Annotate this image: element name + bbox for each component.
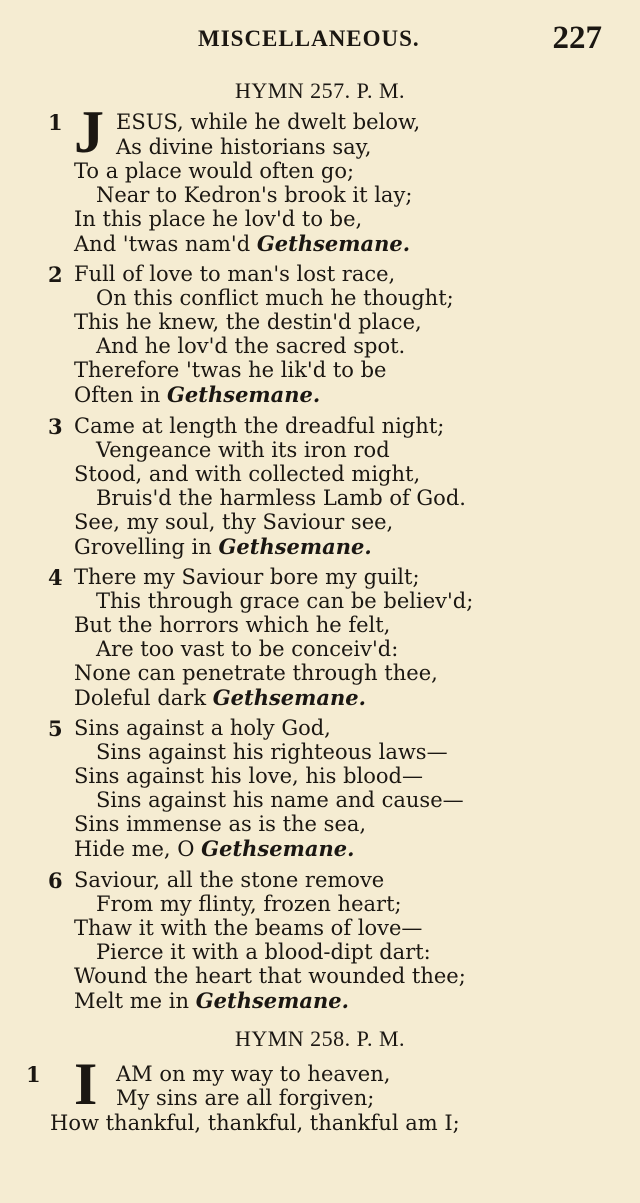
- gethsemane-italic: Gethsemane.: [166, 382, 321, 407]
- verse-line: See, my soul, thy Saviour see,: [74, 510, 394, 534]
- stanza-number: 3: [48, 414, 63, 439]
- verse-line-last: Doleful dark Gethsemane.: [74, 685, 366, 710]
- stanza-number: 6: [48, 868, 63, 893]
- verse-line: Full of love to man's lost race,: [74, 262, 396, 286]
- verse-line-last: Melt me in Gethsemane.: [74, 988, 349, 1013]
- verse-line: None can penetrate through thee,: [74, 661, 438, 685]
- verse-line: Therefore 'twas he lik'd to be: [74, 358, 387, 382]
- verse-line: Are too vast to be conceiv'd:: [96, 637, 399, 661]
- verse-line: Came at length the dreadful night;: [74, 414, 445, 438]
- stanza-number: 5: [48, 716, 63, 741]
- verse-line-last: Grovelling in Gethsemane.: [74, 534, 372, 559]
- verse-line: Wound the heart that wounded thee;: [74, 964, 466, 988]
- stanza-number: 1: [48, 110, 63, 135]
- verse-line: From my flinty, frozen heart;: [96, 892, 402, 916]
- verse-line: Sins immense as is the sea,: [74, 812, 367, 836]
- page-number: 227: [552, 20, 602, 56]
- verse-line: Pierce it with a blood-dipt dart:: [96, 940, 431, 964]
- verse-line: As divine historians say,: [116, 135, 372, 159]
- verse-line: To a place would often go;: [74, 159, 355, 183]
- verse-line: Sins against a holy God,: [74, 716, 331, 740]
- gethsemane-italic: Gethsemane.: [201, 836, 355, 861]
- verse-line: My sins are all forgiven;: [116, 1086, 375, 1110]
- gethsemane-italic: Gethsemane.: [256, 231, 411, 256]
- hymn-257-title: HYMN 257. P. M.: [234, 78, 406, 103]
- verse-line: Sins against his love, his blood—: [74, 764, 423, 788]
- verse-line: Bruis'd the harmless Lamb of God.: [96, 486, 466, 510]
- verse-line: In this place he lov'd to be,: [74, 207, 363, 231]
- verse-line: Sins against his name and cause—: [96, 788, 464, 812]
- verse-line: This through grace can be believ'd;: [96, 589, 474, 613]
- verse-line-last: Often in Gethsemane.: [74, 382, 321, 407]
- verse-line: Sins against his righteous laws—: [96, 740, 448, 764]
- verse-line: AM on my way to heaven,: [116, 1062, 391, 1086]
- verse-line: But the horrors which he felt,: [74, 613, 391, 637]
- verse-line: ESUS, while he dwelt below,: [116, 110, 421, 134]
- drop-cap: J: [74, 99, 104, 165]
- drop-cap: I: [74, 1051, 98, 1117]
- verse-line: On this conflict much he thought;: [96, 286, 454, 310]
- verse-line-last: Hide me, O Gethsemane.: [74, 836, 355, 861]
- verse-line: Vengeance with its iron rod: [96, 438, 390, 462]
- verse-line: Near to Kedron's brook it lay;: [96, 183, 413, 207]
- verse-line: Thaw it with the beams of love—: [74, 916, 423, 940]
- stanza-number: 1: [26, 1062, 41, 1087]
- gethsemane-italic: Gethsemane.: [195, 988, 349, 1013]
- verse-line-last: And 'twas nam'd Gethsemane.: [74, 231, 411, 256]
- verse-line: Saviour, all the stone remove: [74, 868, 385, 892]
- gethsemane-italic: Gethsemane.: [218, 534, 372, 559]
- verse-line: And he lov'd the sacred spot.: [96, 334, 406, 358]
- gethsemane-italic: Gethsemane.: [212, 685, 366, 710]
- verse-line: Stood, and with collected might,: [74, 462, 421, 486]
- stanza-number: 4: [48, 565, 63, 590]
- stanza-number: 2: [48, 262, 63, 287]
- verse-line: This he knew, the destin'd place,: [74, 310, 422, 334]
- verse-line: There my Saviour bore my guilt;: [74, 565, 420, 589]
- verse-line: How thankful, thankful, thankful am I;: [50, 1111, 460, 1135]
- running-head: [0, 20, 640, 60]
- section-title: MISCELLANEOUS.: [198, 26, 420, 51]
- hymn-258-title: HYMN 258. P. M.: [234, 1026, 406, 1051]
